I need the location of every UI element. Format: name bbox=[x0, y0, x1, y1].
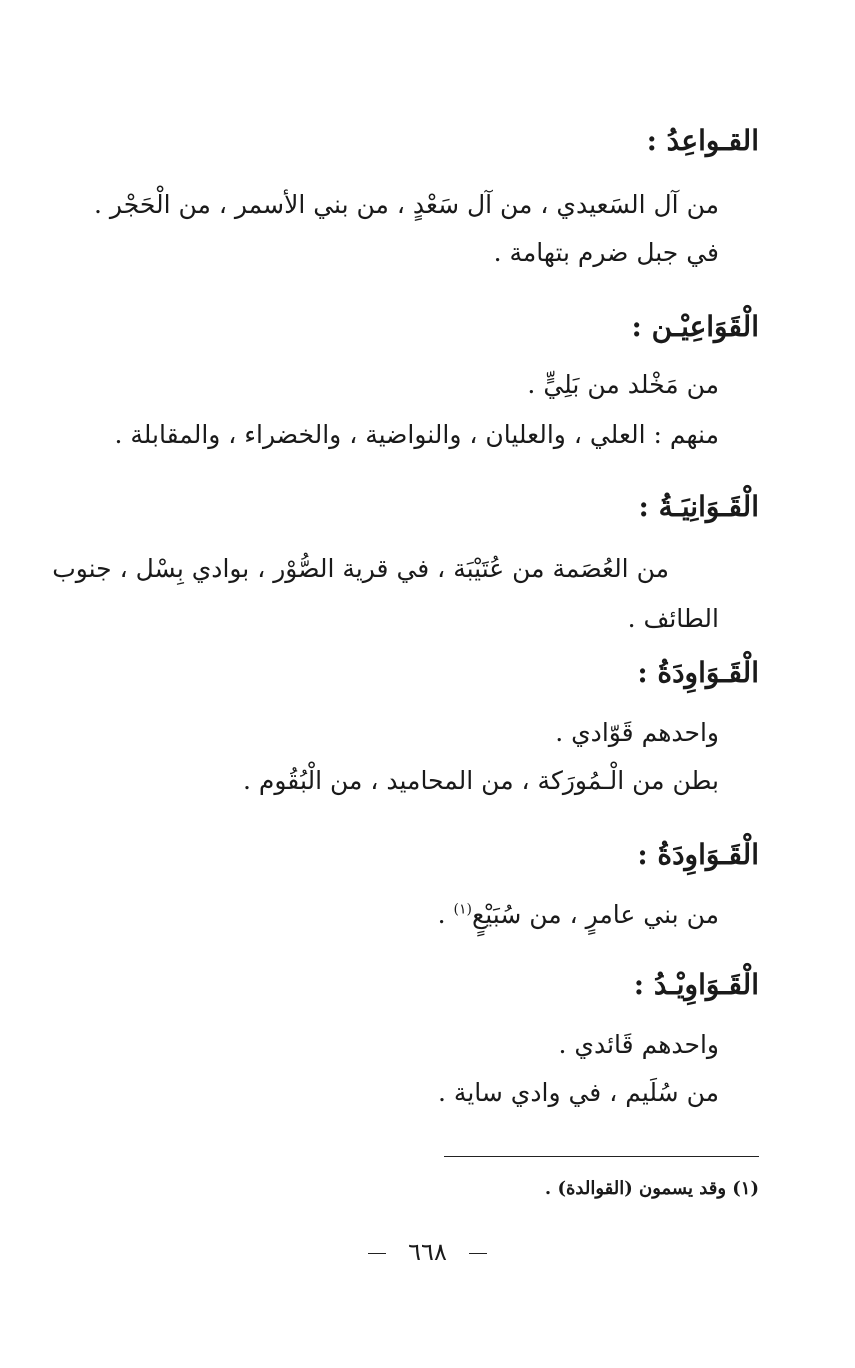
entry-heading: الْقَوَاعِيْـن : bbox=[631, 310, 759, 343]
footnote-marker: (١) bbox=[453, 901, 472, 918]
entry-line: منهم : العلي ، والعليان ، والنواضية ، والخضراء ، والمقابلة . bbox=[114, 420, 719, 449]
entry-line bbox=[438, 900, 719, 929]
entry-line: في جبل ضرم بتهامة . bbox=[493, 238, 719, 267]
entry-line-text: من بني عامرٍ ، من سُبَيْعٍ bbox=[471, 900, 719, 929]
entry-heading: الْقَـوَاوِدَةُ : bbox=[637, 838, 759, 871]
entry-line-end: . bbox=[437, 900, 454, 929]
entry-heading: الْقَـوَانِيَـةُ : bbox=[638, 490, 759, 523]
entry-line: من سُلَيم ، في وادي ساية . bbox=[438, 1078, 719, 1107]
entry-line: من العُصَمة من عُتَيْبَة ، في قرية الصُّوْر ، بوادي بِسْل ، جنوب bbox=[52, 554, 669, 583]
entry-line: الطائف . bbox=[627, 604, 719, 633]
entry-line: بطن من الْـمُورَكة ، من المحاميد ، من الْبُقُوم . bbox=[243, 766, 719, 795]
entry-heading: الْقَـوَاوِدَةُ : bbox=[637, 656, 759, 689]
entry-heading: القـواعِدُ : bbox=[646, 124, 759, 157]
dash-right bbox=[469, 1253, 487, 1254]
footnote-divider bbox=[444, 1156, 759, 1157]
entry-line: واحدهم قَائدي . bbox=[558, 1030, 719, 1059]
entry-line: من آل السَعيدي ، من آل سَعْدٍ ، من بني الأسمر ، من الْحَجْر . bbox=[94, 190, 719, 219]
entry-line: من مَخْلد من بَلِيٍّ . bbox=[527, 370, 719, 399]
page-number: ٦٦٨ bbox=[408, 1238, 447, 1266]
page-number-row bbox=[0, 1238, 855, 1266]
footnote: (١) وقد يسمون (القوالدة) . bbox=[544, 1178, 759, 1199]
entry-line: واحدهم قَوّادي . bbox=[555, 718, 719, 747]
entry-heading: الْقَـوَاوِيْـدُ : bbox=[633, 968, 759, 1001]
dash-left bbox=[368, 1253, 386, 1254]
